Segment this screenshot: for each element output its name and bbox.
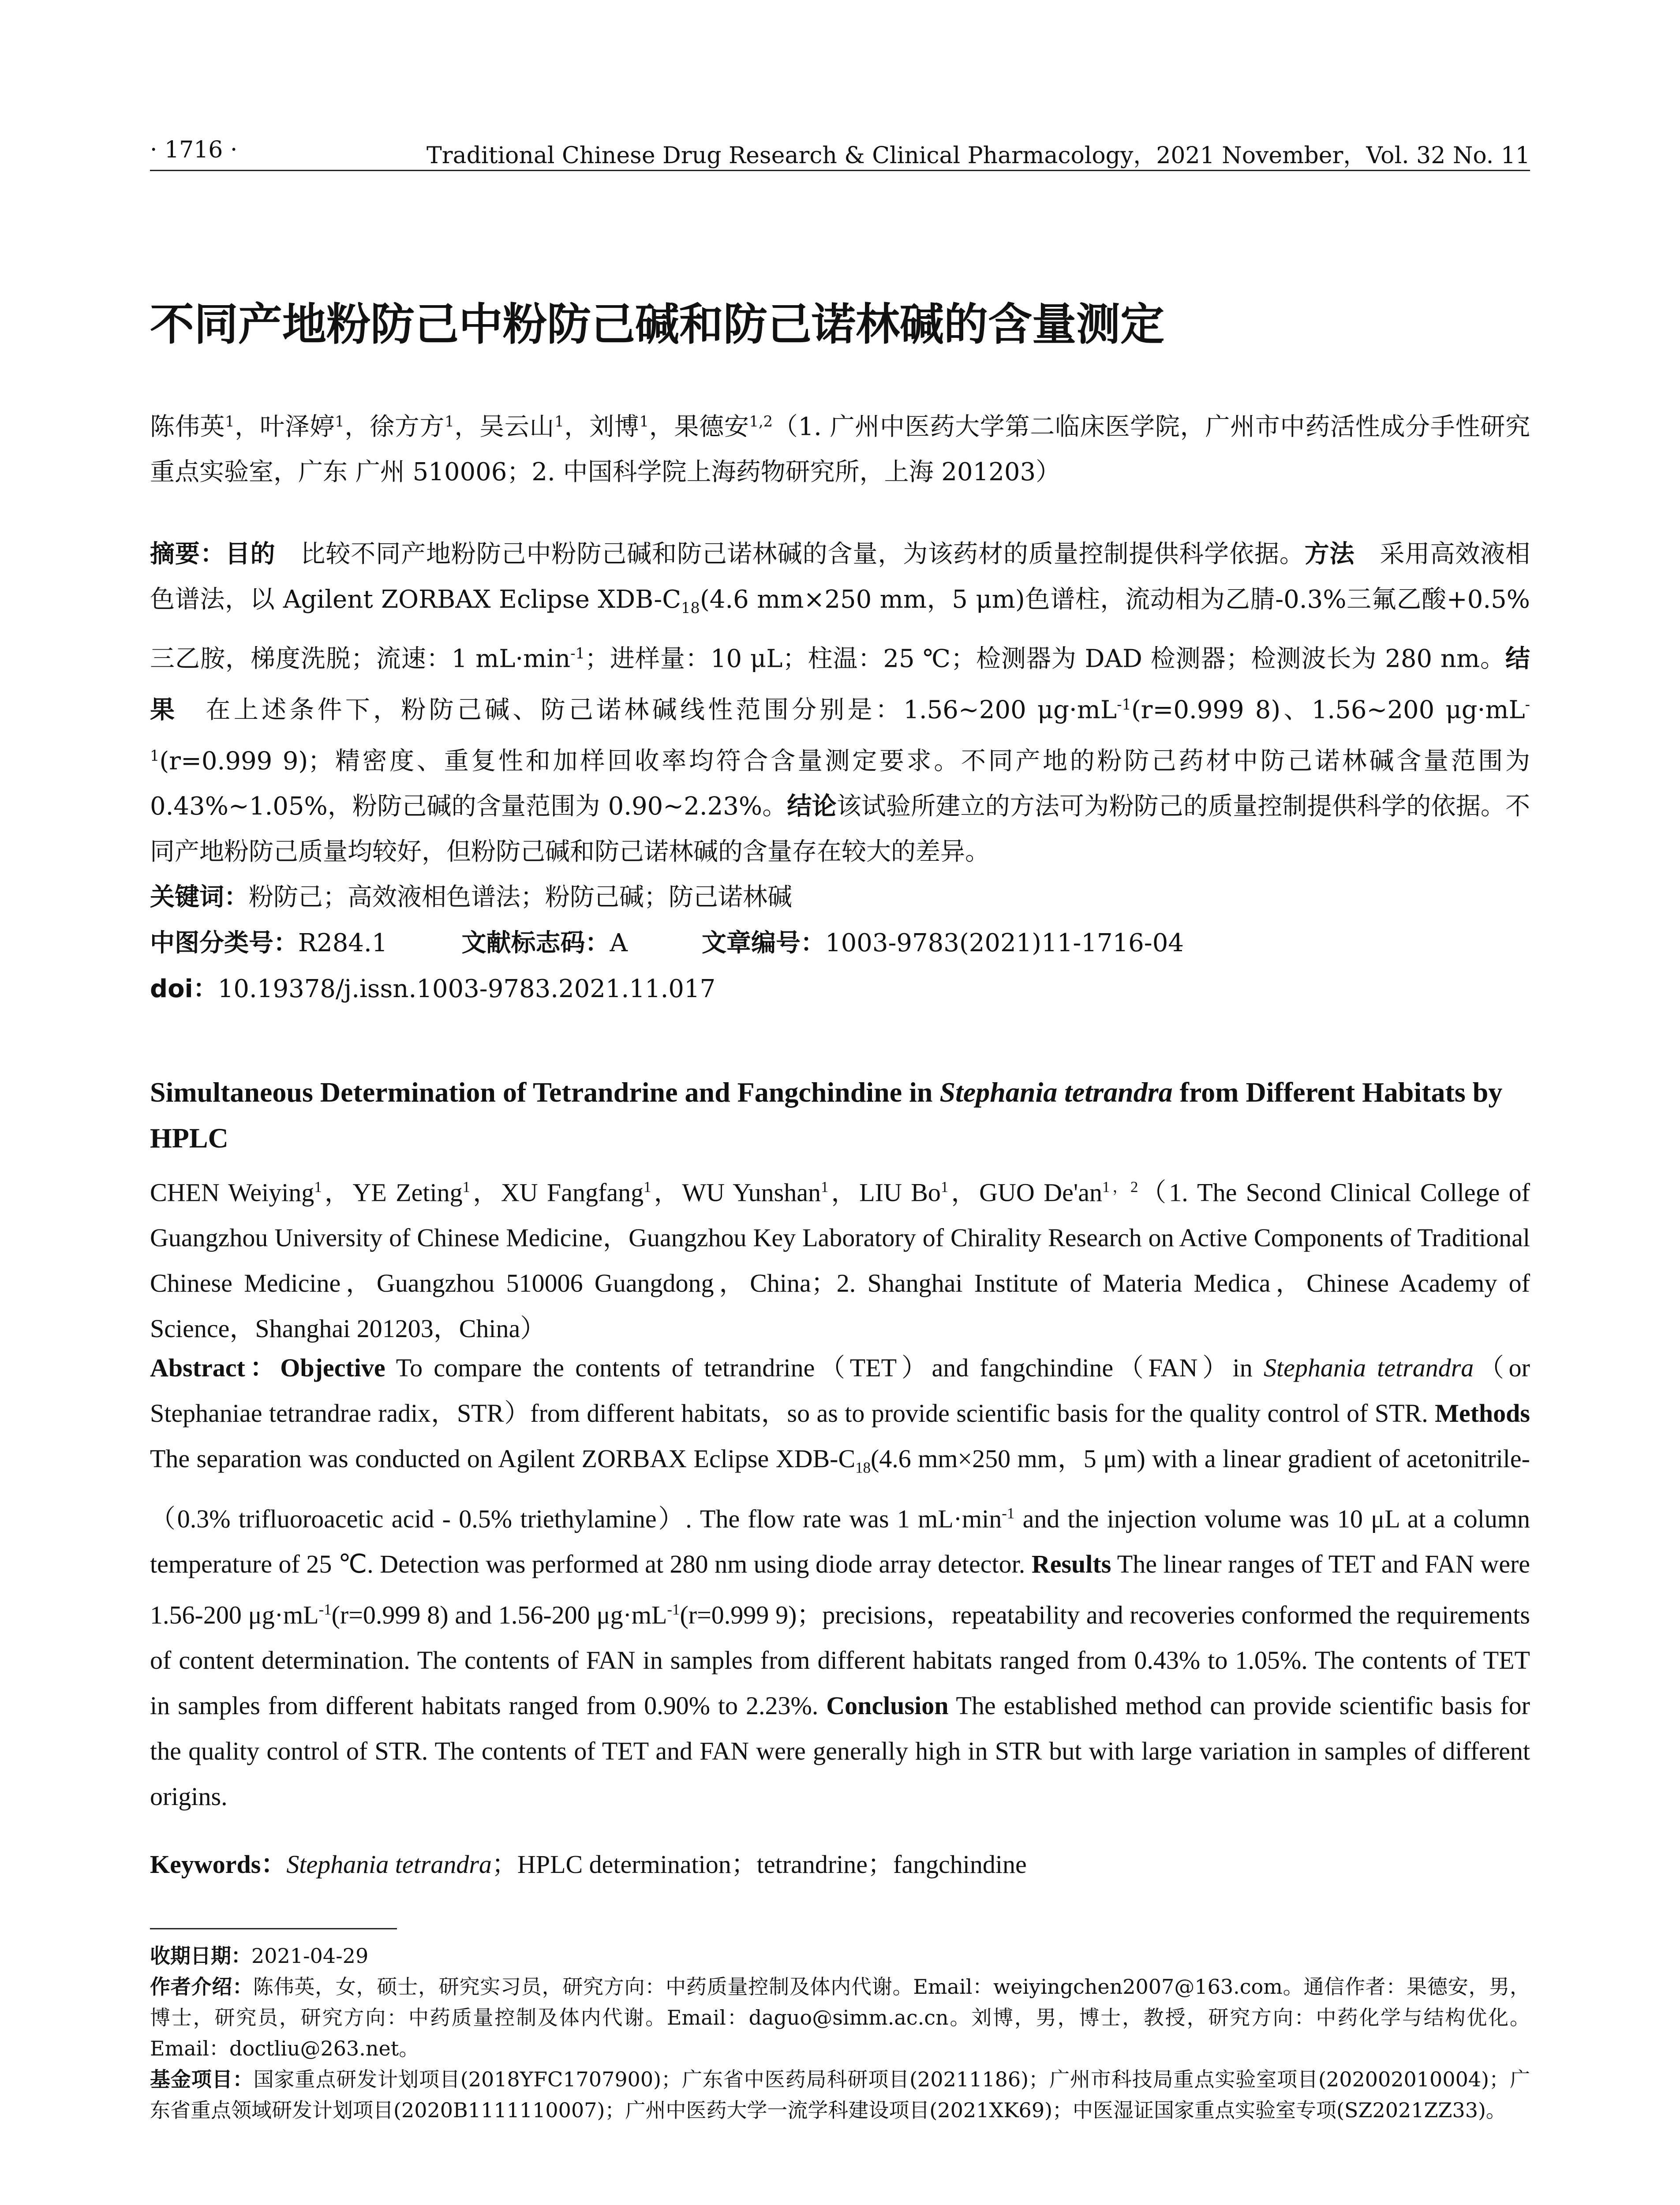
title-cn: 不同产地粉防己中粉防己碱和防己诺林碱的含量测定 xyxy=(150,299,1164,350)
author-name: 果德安 xyxy=(674,412,749,441)
author-sup: 1，2 xyxy=(1102,1178,1138,1196)
results-sup: -1 xyxy=(1117,695,1131,713)
objective-label: 目的 xyxy=(225,540,276,568)
footnotes xyxy=(150,1940,1530,2126)
abstract-en-label: Abstract： xyxy=(150,1353,281,1382)
results-text: (r=0.999 8)、1.56~200 μg·mL xyxy=(1131,695,1525,725)
abstract-en xyxy=(150,1345,1530,1819)
received-label: 收期日期： xyxy=(150,1944,251,1968)
classification-line xyxy=(150,920,1530,966)
author-sup: 1 xyxy=(639,413,649,430)
results-label: 结果 xyxy=(150,644,1530,725)
article-number-value: 1003-9783(2021)11-1716-04 xyxy=(825,929,1184,958)
methods-sup: -1 xyxy=(570,645,585,662)
keywords-cn xyxy=(150,875,1530,920)
author-name: 徐方方 xyxy=(370,412,445,441)
author-intro-text: 陈伟英，女，硕士，研究实习员，研究方向：中药质量控制及体内代谢。Email：weiyingchen2007@163.com。通信作者：果德安，男，博士，研究员，研究方向：中药质量控制及体内代谢。Email：daguo@simm.ac.cn。刘博，男，博士，教授，研究方向：中药化学与结构优化。Email：doctliu@263.net。 xyxy=(150,1975,1530,2060)
clc-value: R284.1 xyxy=(298,929,388,958)
fund-label: 基金项目： xyxy=(150,2067,254,2091)
author-sup: 1 xyxy=(820,1178,829,1196)
methods-text: ；进样量：10 μL；柱温：25 ℃；检测器为 DAD 检测器；检测波长为 280 nm。 xyxy=(584,644,1505,673)
author-name: GUO De'an xyxy=(979,1178,1103,1207)
keywords-label: 关键词： xyxy=(150,883,249,912)
keywords-en-text: ；HPLC determination；tetrandrine；fangchindine xyxy=(491,1850,1027,1879)
running-header xyxy=(150,132,1530,168)
journal-citation: Traditional Chinese Drug Research & Clinical Pharmacology，2021 November，Vol. 32 No. 11 xyxy=(427,142,1530,169)
doc-code-label: 文献标志码： xyxy=(461,929,610,958)
author-sup: 1,2 xyxy=(749,413,773,430)
author-sup: 1 xyxy=(644,1178,651,1196)
author-sup: 1 xyxy=(445,413,454,430)
fund-text: 国家重点研发计划项目(2018YFC1707900)；广东省中医药局科研项目(20211186)；广州市科技局重点实验室项目(202002010004)；广东省重点领域研发计划项目(2020B1111110007)；广州中医药大学一流学科建设项目(2021XK69)；中医湿证国家重点实验室专项(SZ2021ZZ33)。 xyxy=(150,2067,1530,2122)
doi-line xyxy=(150,966,1530,1012)
doi-value: 10.19378/j.issn.1003-9783.2021.11.017 xyxy=(217,975,716,1004)
methods-en-label: Methods xyxy=(1435,1399,1530,1428)
page-number: · 1716 · xyxy=(150,137,238,163)
results-sup: -1 xyxy=(150,695,1530,764)
methods-sub: 18 xyxy=(681,599,700,617)
footnote-rule xyxy=(150,1928,397,1929)
author-sup: 1 xyxy=(940,1178,949,1196)
clc-label: 中图分类号： xyxy=(150,929,298,958)
results-en-text: The linear ranges of TET and FAN were 1.56-200 μg·mL xyxy=(150,1549,1530,1629)
authors-en: CHEN Weiying$^1$，YE Zeting$^1$，XU Fangfang$^1$，WU Yunshan$^1$，LIU Bo$^1$，GUO $De'an^{1,2}(1$. The Second Clinical College of Guangzhou University of Chinese Medicine，Guangzhou Key Laboratory of Chirality Research on Active Components of Traditional Chinese Medicine，Guangzhou 510006 Guangdong，China；2. Shanghai Institute of Materia Medica，Chinese Academy of Science，Shanghai 201203，China） xyxy=(150,1178,1530,1343)
received-date: 2021-04-29 xyxy=(251,1944,369,1968)
footnote-author xyxy=(150,1971,1530,2064)
author-name: 叶泽婷 xyxy=(260,412,335,441)
results-en-sup: -1 xyxy=(667,1600,680,1618)
methods-en-sup: -1 xyxy=(1002,1504,1015,1522)
doi-label: doi： xyxy=(150,975,218,1004)
article-number-label: 文章编号： xyxy=(701,929,825,958)
author-sup: 1 xyxy=(335,413,344,430)
author-intro-label: 作者介绍： xyxy=(150,1975,253,1999)
doc-code-value: A xyxy=(610,929,628,958)
conclusion-en-text: The established method can provide scientific basis for the quality control of STR. The contents of TET and FAN were generally high in STR but with large variation in samples of different origins. xyxy=(150,1691,1530,1811)
author-name: WU Yunshan xyxy=(682,1178,821,1207)
conclusion-label: 结论 xyxy=(787,792,837,821)
author-sup: 1 xyxy=(462,1178,471,1196)
abstract-label: 摘要： xyxy=(150,540,225,568)
affiliation-en: （1. The Second Clinical College of Guangzhou University of Chinese Medicine，Guangzhou Key Laboratory of Chirality Research on Active Components of Traditional Chinese Medicine，Guangzhou 510006 Guangdong，China；2. Shanghai Institute of Materia Medica，Chinese Academy of Science，Shanghai 201203，China） xyxy=(150,1178,1530,1343)
footnote-fund xyxy=(150,2064,1530,2126)
author-name: 刘博 xyxy=(589,412,640,441)
keywords-en xyxy=(150,1843,1530,1880)
authors-cn: 陈伟英$^1$，叶泽婷$^1$，徐方方$^1$，吴云山$^1$，刘博$^1$，果德安$^{1,2}$（1. 广州中医药大学第二临床医学院，广州市中药活性成分手性研究重点实验室，广东 广州 510006；2. 中国科学院上海药物研究所，上海 201203） xyxy=(150,412,1530,486)
abstract-cn xyxy=(150,531,1530,1012)
title-en-part: Simultaneous Determination of Tetrandrine and Fangchindine in xyxy=(150,1076,940,1108)
conclusion-en-label: Conclusion xyxy=(826,1691,949,1720)
author-sup: 1 xyxy=(314,1178,322,1196)
methods-en-text: and the injection volume was 10 μL at a column temperature of 25 ℃. Detection was performed at 280 nm using diode array detector. xyxy=(150,1504,1530,1578)
title-en-italic: Stephania tetrandra xyxy=(939,1076,1173,1108)
methods-en-sub: 18 xyxy=(855,1459,871,1476)
author-sup: 1 xyxy=(554,413,564,430)
objective-en-text: To compare the contents of tetrandrine（TET）and fangchindine（FAN）in xyxy=(385,1353,1264,1382)
author-name: LIU Bo xyxy=(859,1178,941,1207)
author-name: XU Fangfang xyxy=(501,1178,644,1207)
methods-text: 采用高效液相色谱法，以 Agilent ZORBAX Eclipse XDB-C xyxy=(150,540,1530,614)
results-en-label: Results xyxy=(1031,1549,1111,1578)
title-en xyxy=(150,1069,1530,1161)
objective-en-text: （or Stephaniae tetrandrae radix，STR）from different habitats，so as to provide scientific basis for the quality control of STR. xyxy=(150,1353,1530,1428)
methods-text: (4.6 mm×250 mm，5 μm)色谱柱，流动相为乙腈-0.3%三氟乙酸+0.5%三乙胺，梯度洗脱；流速：1 mL·min xyxy=(150,585,1530,673)
author-name: 陈伟英 xyxy=(150,412,225,441)
footnote-received xyxy=(150,1940,1530,1971)
methods-en-text: (4.6 mm×250 mm，5 μm) with a linear gradient of acetonitrile-（0.3% trifluoroacetic acid - 0.5% triethylamine）. The flow rate was 1 mL·min xyxy=(150,1444,1530,1533)
keywords-text: 粉防己；高效液相色谱法；粉防己碱；防己诺林碱 xyxy=(249,883,792,912)
author-sup: 1 xyxy=(225,413,235,430)
results-text: 在上述条件下，粉防己碱、防己诺林碱线性范围分别是：1.56~200 μg·mL xyxy=(202,695,1117,725)
results-en-text: (r=0.999 8) and 1.56-200 μg·mL xyxy=(331,1600,667,1629)
author-name: 吴云山 xyxy=(479,412,555,441)
abstract-cn-body xyxy=(150,531,1530,875)
methods-en-text: The separation was conducted on Agilent ZORBAX Eclipse XDB-C xyxy=(150,1444,856,1473)
keywords-en-label: Keywords： xyxy=(150,1850,287,1879)
results-text: (r=0.999 9)；精密度、重复性和加样回收率均符合含量测定要求。不同产地的粉防己药材中防己诺林碱含量范围为 0.43%~1.05%，粉防己碱的含量范围为 0.90~2.23%。 xyxy=(150,747,1530,821)
keywords-en-italic: Stephania tetrandra xyxy=(286,1850,492,1879)
author-name: YE Zeting xyxy=(352,1178,463,1207)
author-name: CHEN Weiying xyxy=(150,1178,314,1207)
objective-text: 比较不同产地粉防己中粉防己碱和防己诺林碱的含量，为该药材的质量控制提供科学依据。 xyxy=(300,540,1305,568)
methods-label: 方法 xyxy=(1304,540,1355,568)
objective-en-label: Objective xyxy=(280,1353,385,1382)
results-en-text: (r=0.999 9)；precisions，repeatability and recoveries conformed the requirements of content determination. The contents of FAN in samples from different habitats ranged from 0.43% to 1.05%. The contents of TET in samples from different habitats ranged from 0.90% to 2.23%. xyxy=(150,1600,1530,1720)
header-rule xyxy=(150,170,1530,171)
affiliation-cn: （1. 广州中医药大学第二临床医学院，广州市中药活性成分手性研究重点实验室，广东 广州 510006；2. 中国科学院上海药物研究所，上海 201203） xyxy=(150,412,1530,486)
results-en-sup: -1 xyxy=(318,1600,332,1618)
title-en-part: from Different Habitats by HPLC xyxy=(150,1076,1503,1154)
objective-en-italic: Stephania tetrandra xyxy=(1264,1353,1474,1382)
conclusion-text: 该试验所建立的方法可为粉防己的质量控制提供科学的依据。不同产地粉防己质量均较好，但粉防己碱和防己诺林碱的含量存在较大的差异。 xyxy=(150,792,1530,867)
